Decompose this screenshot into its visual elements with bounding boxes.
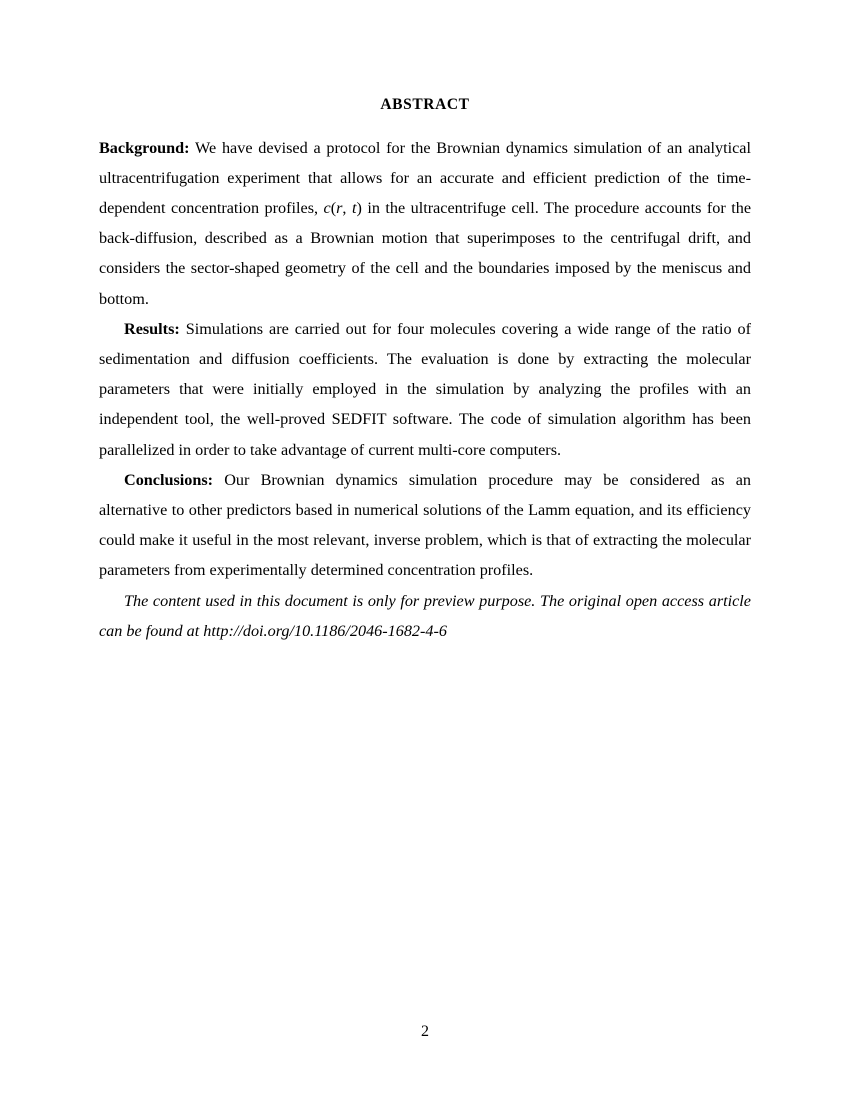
paragraph-results — [99, 314, 751, 465]
math-variable-r: r — [336, 199, 343, 217]
conclusions-text: Our Brownian dynamics simulation procedure may be considered as an alternative to other predictors based in numerical solutions of the Lamm equation, and its efficiency could make it useful in the most relevant, inverse problem, which is that of extracting the molecular parameters from experimentally determined concentration profiles. — [99, 470, 751, 580]
results-label: Results: — [124, 319, 180, 338]
conclusions-label: Conclusions: — [124, 470, 214, 489]
abstract-content — [99, 96, 751, 646]
page-number: 2 — [421, 1023, 429, 1040]
paragraph-background — [99, 133, 751, 314]
background-text-before-math: We have devised a protocol for the Brownian dynamics simulation of an analytical ultracentrifugation experiment that allows for an accurate and efficient prediction of the time-dependent concentration profiles, — [99, 138, 751, 217]
page-title: ABSTRACT — [380, 96, 470, 113]
math-paren-open: ( — [330, 199, 337, 217]
paragraph-conclusions — [99, 465, 751, 586]
math-comma: , — [342, 199, 352, 217]
background-label: Background: — [99, 138, 190, 157]
results-text: Simulations are carried out for four molecules covering a wide range of the ratio of sedimentation and diffusion coefficients. The evaluation is done by extracting the molecular parameters that were initially employed in the simulation by analyzing the profiles with an independent tool, the well-proved SEDFIT software. The code of simulation algorithm has been parallelized in order to take advantage of current multi-core computers. — [99, 319, 751, 459]
math-variable-t: t — [351, 199, 357, 217]
preview-notice: The content used in this document is only for preview purpose. The original open access article can be found at http://doi.org/10.1186/2046-1682-4-6 — [99, 591, 751, 640]
math-variable-c: c — [323, 199, 331, 217]
background-text-after-math: in the ultracentrifuge cell. The procedure accounts for the back-diffusion, described as a Brownian motion that superimposes to the centrifugal drift, and considers the sector-shaped geometry of the cell and the boundaries imposed by the meniscus and bottom. — [99, 199, 752, 308]
math-paren-close: ) — [356, 199, 362, 217]
